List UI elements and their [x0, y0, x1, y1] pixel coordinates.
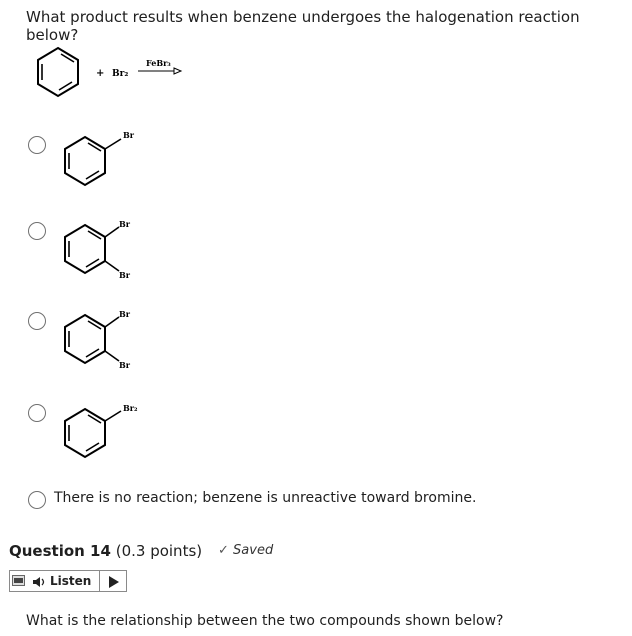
reaction-plus: +: [96, 68, 105, 79]
reagent-label: Br₂: [112, 69, 129, 79]
toolbar-grip-icon: [12, 575, 26, 587]
option-a-radio[interactable]: [28, 136, 46, 154]
option-c-substituent-1: Br: [119, 309, 130, 319]
listen-label: Listen: [50, 574, 92, 588]
option-b-substituent-1: Br: [119, 219, 130, 229]
option-d-radio[interactable]: [28, 404, 46, 422]
listen-button[interactable]: [9, 570, 127, 592]
benzene-reactant-structure: [38, 48, 78, 96]
question-14-prompt: What is the relationship between the two compounds shown below?: [26, 613, 504, 629]
play-icon[interactable]: [108, 576, 120, 588]
question-13-prompt: What product results when benzene undergoes the halogenation reaction below?: [26, 8, 580, 44]
option-e-label[interactable]: There is no reaction; benzene is unreactive toward bromine.: [54, 490, 477, 506]
option-a-structure: [55, 125, 145, 190]
option-b-radio[interactable]: [28, 222, 46, 240]
reaction-arrowhead: [174, 68, 181, 74]
catalyst-label: FeBr₃: [146, 58, 171, 68]
check-icon: ✓: [218, 543, 229, 558]
option-c-structure: [55, 305, 145, 380]
question-14-header: [9, 542, 202, 560]
option-b-substituent-2: Br: [119, 270, 130, 280]
option-e-radio[interactable]: [28, 491, 46, 509]
speaker-icon: [32, 576, 46, 588]
option-c-substituent-2: Br: [119, 360, 130, 370]
saved-label: Saved: [233, 543, 274, 558]
option-d-substituent: Br₂: [123, 403, 138, 413]
option-d-structure: [55, 395, 155, 465]
option-c-radio[interactable]: [28, 312, 46, 330]
question-14-label: Question 14: [9, 542, 111, 560]
question-14-points: (0.3 points): [115, 542, 203, 560]
reaction-scheme: [28, 42, 198, 102]
listen-divider: [99, 571, 100, 591]
option-b-structure: [55, 215, 145, 290]
option-a-substituent: Br: [123, 130, 134, 140]
saved-status: [218, 543, 273, 558]
